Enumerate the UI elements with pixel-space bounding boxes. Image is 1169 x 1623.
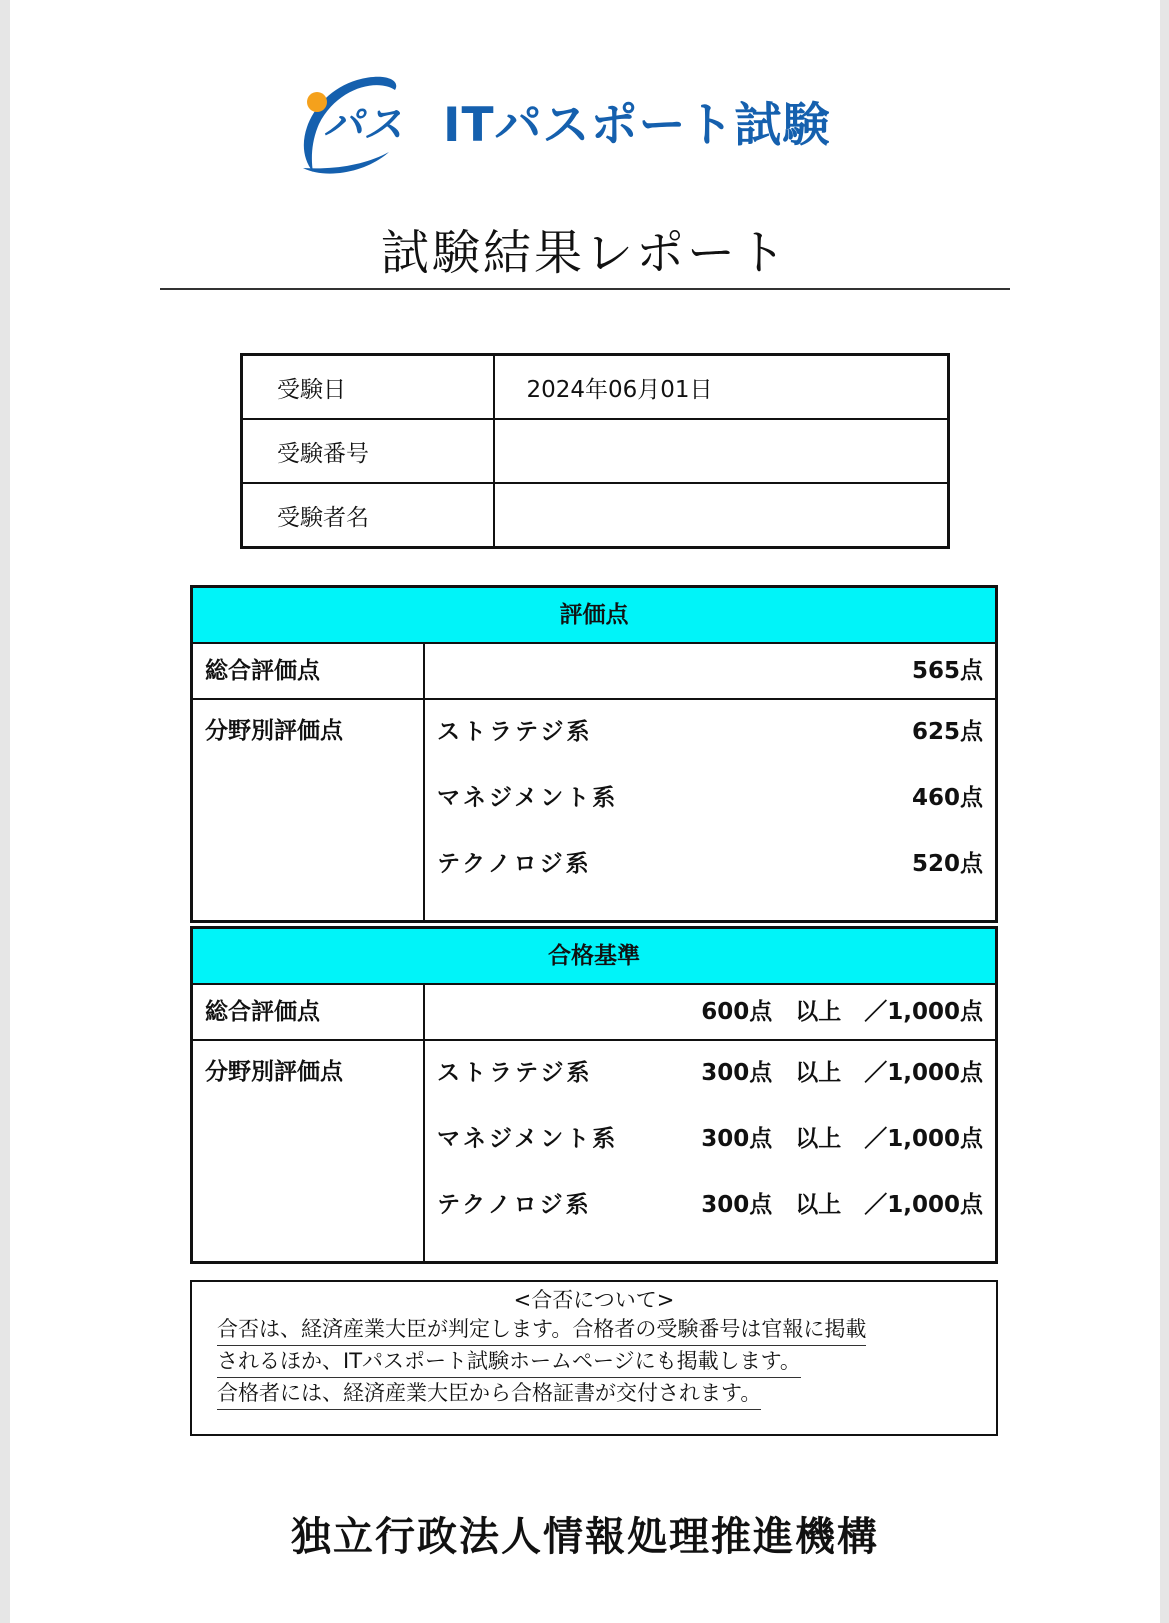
field-criteria-list — [425, 1041, 995, 1261]
list-item — [437, 714, 983, 780]
field-scores-list — [425, 700, 995, 920]
field-name: ストラテジ系 — [437, 1060, 593, 1086]
scores-table — [190, 585, 998, 923]
pass-logo-icon — [297, 72, 409, 178]
notice-line: 合否は、経済産業大臣が判定します。合格者の受験番号は官報に掲載 — [217, 1314, 866, 1346]
page-title: 試験結果レポート — [380, 225, 789, 281]
criteria-heading: 合格基準 — [193, 929, 995, 985]
exam-number-value — [494, 419, 949, 483]
info-row — [242, 355, 949, 420]
list-item — [437, 1121, 983, 1187]
field-score: 520点 — [911, 851, 983, 877]
field-criterion: 300点 以上 ／1,000点 — [701, 1192, 983, 1218]
scores-heading: 評価点 — [193, 588, 995, 644]
field-name: テクノロジ系 — [437, 1192, 592, 1218]
criteria-total-row — [193, 985, 995, 1041]
title-divider — [160, 288, 1010, 290]
notice-line: 合格者には、経済産業大臣から合格証書が交付されます。 — [217, 1378, 761, 1410]
field-name: マネジメント系 — [437, 785, 619, 811]
info-row — [242, 483, 949, 548]
list-item — [437, 846, 983, 912]
field-scores-label: 分野別評価点 — [193, 700, 425, 920]
logo-mark-text: パス — [323, 102, 403, 148]
total-criteria-value: 600点 以上 ／1,000点 — [701, 999, 983, 1025]
field-criterion: 300点 以上 ／1,000点 — [701, 1126, 983, 1152]
field-score: 625点 — [911, 719, 983, 745]
organization-name: 独立行政法人情報処理推進機構 — [291, 1513, 879, 1560]
report-page — [10, 0, 1160, 1623]
candidate-name-value — [494, 483, 949, 548]
exam-date-value: 2024年06月01日 — [494, 355, 949, 420]
total-score-value: 565点 — [911, 658, 983, 684]
field-criteria-label: 分野別評価点 — [193, 1041, 425, 1261]
criteria-table — [190, 926, 998, 1264]
field-name: マネジメント系 — [437, 1126, 619, 1152]
total-score-label: 総合評価点 — [193, 644, 425, 698]
criteria-fields-row — [193, 1041, 995, 1261]
field-score: 460点 — [911, 785, 983, 811]
exam-number-label: 受験番号 — [242, 419, 494, 483]
field-name: テクノロジ系 — [437, 851, 592, 877]
total-criteria-label: 総合評価点 — [193, 985, 425, 1039]
field-criterion: 300点 以上 ／1,000点 — [701, 1060, 983, 1086]
exam-date-label: 受験日 — [242, 355, 494, 420]
list-item — [437, 1055, 983, 1121]
candidate-name-label: 受験者名 — [242, 483, 494, 548]
pass-fail-notice — [190, 1280, 998, 1436]
list-item — [437, 1187, 983, 1253]
exam-name: ITパスポート試験 — [443, 98, 831, 153]
field-name: ストラテジ系 — [437, 719, 593, 745]
notice-line: されるほか、ITパスポート試験ホームページにも掲載します。 — [217, 1346, 801, 1378]
notice-title: <合否について> — [513, 1288, 675, 1312]
info-row — [242, 419, 949, 483]
scores-fields-row — [193, 700, 995, 920]
scores-total-row — [193, 644, 995, 700]
candidate-info-table — [240, 353, 950, 549]
list-item — [437, 780, 983, 846]
logo — [297, 72, 887, 182]
